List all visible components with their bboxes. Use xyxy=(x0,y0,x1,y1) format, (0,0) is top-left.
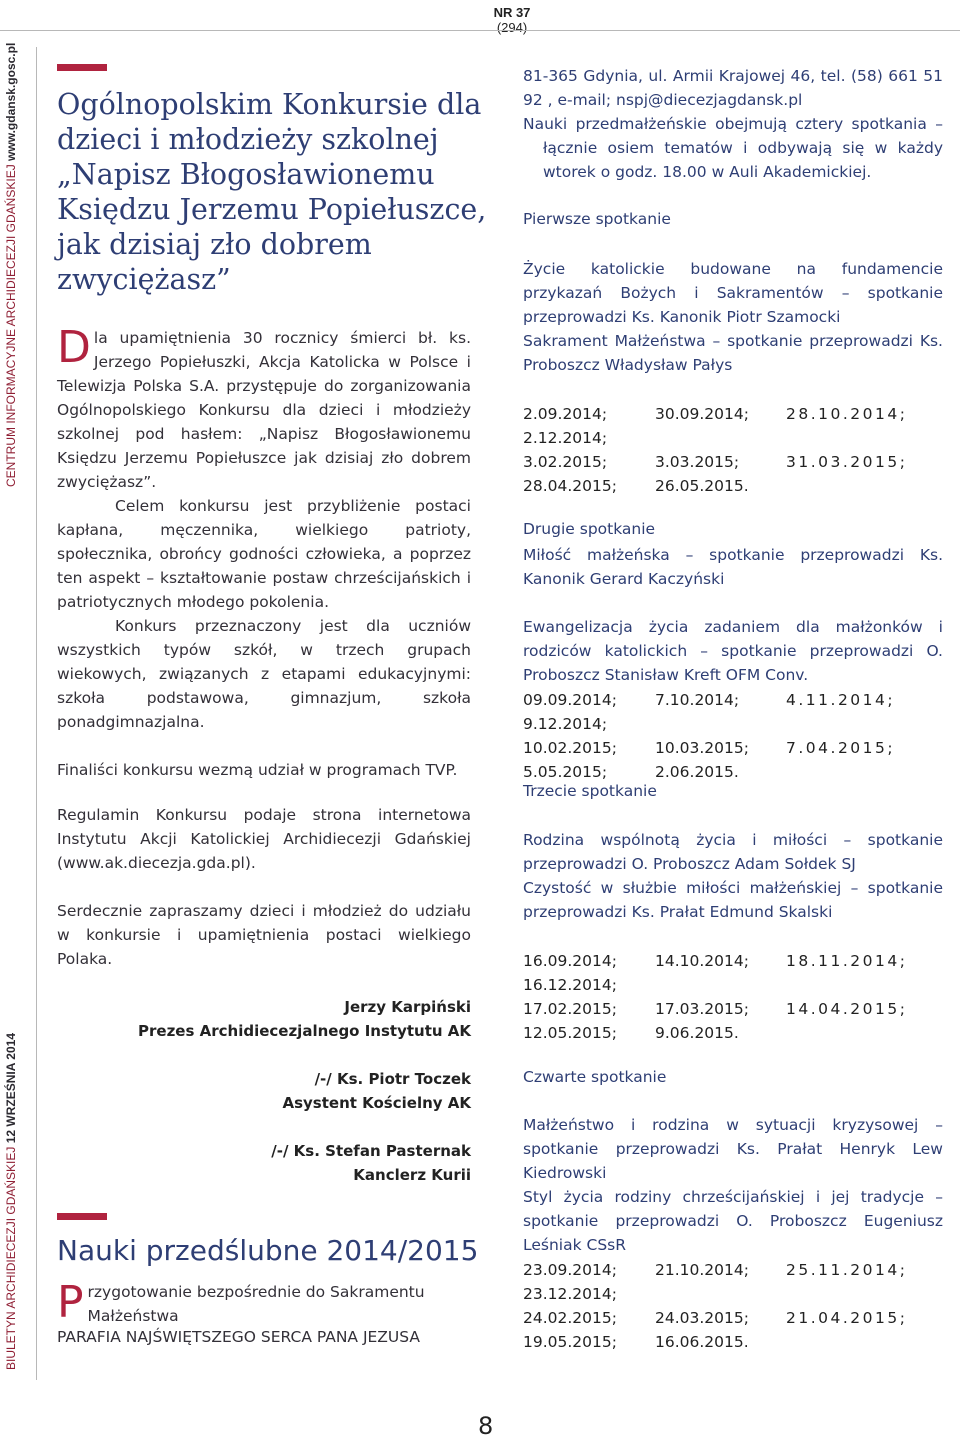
date-row: 09.09.2014; 7.10.2014; 4.11.2014; xyxy=(523,691,896,709)
signature-name: /-/ Ks. Piotr Toczek xyxy=(314,1070,471,1088)
meeting-1-dates xyxy=(523,402,943,498)
paragraph-invite: Serdecznie zapraszamy dzieci i młodzież do udziału w konkursie i upamiętnienia postaci wielkiego Polaka. xyxy=(57,902,471,968)
nauki-title: Nauki przedślubne 2014/2015 xyxy=(57,1234,479,1267)
signature-role: Asystent Kościelny AK xyxy=(282,1094,471,1112)
meeting-1-heading: Pierwsze spotkanie xyxy=(523,210,671,228)
article-lead xyxy=(57,322,471,494)
meeting-3-dates xyxy=(523,949,943,1045)
paragraph-target xyxy=(57,614,471,734)
meeting-3-heading: Trzecie spotkanie xyxy=(523,782,657,800)
address-text: 81-365 Gdynia, ul. Armii Krajowej 46, tel. (58) 661 51 92 , e-mail; nspj@diecezjagdansk.pl xyxy=(523,67,943,109)
date-row: 3.02.2015; 3.03.2015; 31.03.2015; xyxy=(523,453,908,471)
parish-name: PARAFIA NAJŚWIĘTSZEGO SERCA PANA JEZUSA xyxy=(57,1328,421,1346)
meeting-1-topics xyxy=(523,257,943,377)
issue-nr: NR 37 xyxy=(493,5,531,20)
meeting-1-topic-1: Życie katolickie budowane na fundamencie przykazań Bożych i Sakramentów – spotkanie przeprowadzi Ks. Kanonik Piotr Szamocki xyxy=(523,260,943,326)
date-row: 12.05.2015; 9.06.2015. xyxy=(523,1024,739,1042)
paragraph-finalists: Finaliści konkursu wezmą udział w programach TVP. xyxy=(57,761,458,779)
meeting-4-topic-1: Małżeństwo i rodzina w sytuacji kryzysowej – spotkanie przeprowadzi Ks. Prałat Henryk Lew Kiedrowski xyxy=(523,1116,943,1182)
signature-name: Jerzy Karpiński xyxy=(344,998,471,1016)
address-block xyxy=(523,64,943,184)
date-row: 16.09.2014; 14.10.2014; 18.11.2014; xyxy=(523,952,908,970)
signature-role: Prezes Archidiecezjalnego Instytutu AK xyxy=(138,1022,471,1040)
paragraph-goal xyxy=(57,494,471,614)
paragraph-rules: Regulamin Konkursu podaje strona internetowa Instytutu Akcji Katolickiej Archidiecezji Gdańskiej (www.ak.diecezja.gda.pl). xyxy=(57,806,471,872)
date-row: 2.12.2014; xyxy=(523,429,608,447)
meeting-3-topic-2: Czystość w służbie miłości małżeńskiej – spotkanie przeprowadzi Ks. Prałat Edmund Skalski xyxy=(523,879,943,921)
meeting-3-topics xyxy=(523,828,943,924)
meeting-2-dates xyxy=(523,688,943,784)
signature-name: /-/ Ks. Stefan Pasternak xyxy=(271,1142,471,1160)
side-label-top xyxy=(4,42,18,488)
meeting-1-topic-2: Sakrament Małżeństwa – spotkanie przeprowadzi Ks. Proboszcz Władysław Pałys xyxy=(523,332,943,374)
side-rule xyxy=(36,47,37,1380)
nauki-accent-bar xyxy=(57,1213,107,1220)
side-top-url[interactable]: www.gdansk.gosc.pl xyxy=(4,42,18,161)
top-rule xyxy=(0,30,960,31)
date-row: 19.05.2015; 16.06.2015. xyxy=(523,1333,749,1351)
nauki-subtitle xyxy=(57,1277,471,1328)
meeting-4-dates xyxy=(523,1258,943,1354)
date-row: 23.12.2014; xyxy=(523,1285,617,1303)
side-bottom-date: 12 WRZEŚNIA 2014 xyxy=(4,1033,18,1144)
meeting-2-topic-1: Miłość małżeńska – spotkanie przeprowadzi Ks. Kanonik Gerard Kaczyński xyxy=(523,546,943,588)
paragraph-target-text: Konkurs przeznaczony jest dla uczniów wszystkich typów szkół, w trzech grupach wiekowych, związanych z etapami edukacyjnymi: szkoła podstawowa, gimnazjum, szkoła ponadgimnazjalna. xyxy=(57,617,471,731)
date-row: 24.02.2015; 24.03.2015; 21.04.2015; xyxy=(523,1309,908,1327)
dropcap: D xyxy=(57,322,91,373)
side-top-text: CENTRUM INFORMACYJNE ARCHIDIECEZJI GDAŃSKIEJ xyxy=(4,164,18,487)
signature-pasternak xyxy=(57,1139,471,1187)
title-accent-bar xyxy=(57,64,107,71)
side-label-bottom xyxy=(4,1033,18,1371)
meeting-3-topic-1: Rodzina wspólnotą życia i miłości – spotkanie przeprowadzi O. Proboszcz Adam Sołdek SJ xyxy=(523,831,943,873)
date-row: 9.12.2014; xyxy=(523,715,608,733)
meeting-2-topic-2: Ewangelizacja życia zadaniem dla małżonków i rodziców katolickich – spotkanie przeprowadzi O. Proboszcz Stanisław Kreft OFM Conv. xyxy=(523,618,943,684)
article-title: Ogólnopolskim Konkursie dla dzieci i młodzieży szkolnej „Napisz Błogosławionemu Księdzu Jerzemu Popiełuszce, jak dzisiaj zło dobrem zwyciężasz” xyxy=(57,88,487,296)
date-row: 2.09.2014; 30.09.2014; 28.10.2014; xyxy=(523,405,908,423)
meeting-2-heading: Drugie spotkanie xyxy=(523,520,656,538)
intro-text: Nauki przedmałżeńskie obejmują cztery spotkania – łącznie osiem tematów i odbywają się w każdy wtorek o godz. 18.00 w Auli Akademickiej. xyxy=(523,115,943,181)
signature-role: Kanclerz Kurii xyxy=(353,1166,471,1184)
issue-sub: (294) xyxy=(496,20,528,35)
page-number: 8 xyxy=(478,1412,494,1440)
nauki-dropcap: P xyxy=(57,1277,84,1328)
paragraph-goal-text: Celem konkursu jest przybliżenie postaci kapłana, męczennika, wielkiego patrioty, społecznika, obrońcy godności człowieka, a poprzez ten aspekt – kształtowanie postaw chrześcijańskich i patriotycznych młodego pokolenia. xyxy=(57,497,471,611)
signature-toczek xyxy=(57,1067,471,1115)
date-row: 23.09.2014; 21.10.2014; 25.11.2014; xyxy=(523,1261,908,1279)
date-row: 28.04.2015; 26.05.2015. xyxy=(523,477,749,495)
nauki-subtitle-text: rzygotowanie bezpośrednie do Sakramentu Małżeństwa xyxy=(87,1283,425,1325)
signature-karpinski xyxy=(57,995,471,1043)
meeting-4-heading: Czwarte spotkanie xyxy=(523,1068,667,1086)
meeting-4-topic-2: Styl życia rodziny chrześcijańskiej i jej tradycje – spotkanie przeprowadzi O. Proboszcz Eugeniusz Leśniak CSsR xyxy=(523,1188,943,1254)
lead-text: la upamiętnienia 30 rocznicy śmierci bł. ks. Jerzego Popiełuszki, Akcja Katolicka w Polsce i Telewizja Polska S.A. przystępuje do zorganizowania Ogólnopolskiego Konkursu dla dzieci i młodzieży szkolnej pod hasłem: „Napisz Błogosławionemu Księdzu Jerzemu Popiełuszce jak dzisiaj zło dobrem zwyciężasz”. xyxy=(57,329,471,491)
date-row: 10.02.2015; 10.03.2015; 7.04.2015; xyxy=(523,739,896,757)
date-row: 5.05.2015; 2.06.2015. xyxy=(523,763,739,781)
meeting-4-topics xyxy=(523,1113,943,1257)
side-bottom-text: BIULETYN ARCHIDIECEZJI GDAŃSKIEJ xyxy=(4,1146,18,1370)
date-row: 16.12.2014; xyxy=(523,976,617,994)
date-row: 17.02.2015; 17.03.2015; 14.04.2015; xyxy=(523,1000,908,1018)
